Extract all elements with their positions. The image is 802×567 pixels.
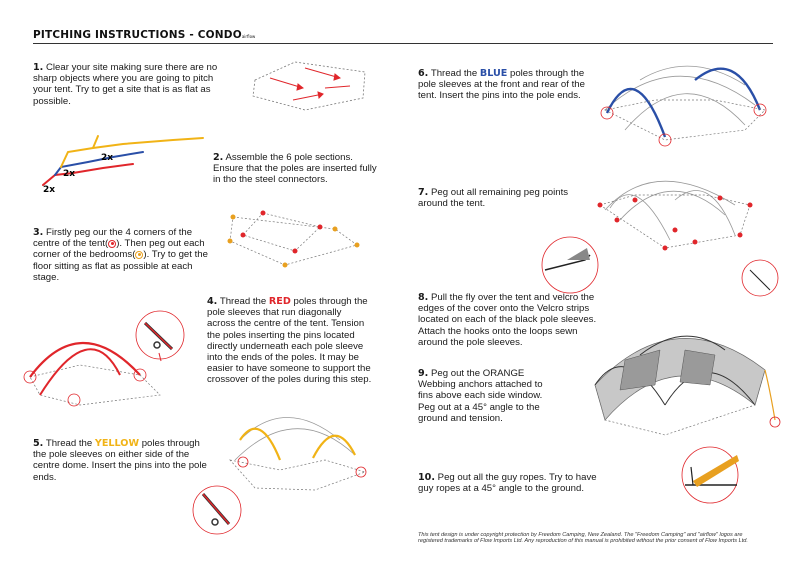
step-6-text-b: poles through the pole sleeves at the front and rear of the tent. Insert the pins into the pole ends. [418, 68, 585, 102]
step-4 [207, 296, 372, 386]
copyright-notice: This tent design is under copyright protection by Freedom Camping, New Zealand. The "Freedom Camping" and "airflow" logos are registered trademarks of Flow Imports Ltd. Any reproduction of this manual is prohibited without the prior consent of Flow Imports Ltd. [418, 532, 748, 545]
step-10-number: 10. [418, 472, 435, 483]
step-3-text-a: Firstly peg our the 4 corners of the centre of the tent( [33, 227, 193, 250]
red-peg-icon [108, 240, 116, 248]
step-3 [33, 227, 218, 283]
airflow-logo: airflow [241, 34, 256, 39]
step-4-color-red: RED [268, 296, 291, 307]
pole-sections-illustration [33, 130, 213, 200]
yellow-poles-illustration [195, 400, 395, 540]
header-rule [33, 43, 773, 44]
step-8-number: 8. [418, 292, 429, 303]
step-9-number: 9. [418, 368, 429, 379]
step-4-number: 4. [207, 296, 218, 307]
step-8-text: Pull the fly over the tent and velcro the edges of the cover onto the Velcro strips located on each of the black pole sleeves. Attach the hooks onto the loops sewn around the pole sleeves. [418, 292, 597, 348]
step-3-text-b: ). Then peg out each corner of the bedrooms( [33, 238, 205, 261]
step-9 [418, 368, 558, 424]
step-1-number: 1. [33, 62, 44, 73]
step-9-text: Peg out the ORANGE Webbing anchors attached to fins above each side window. Peg out at a 45° angle to the ground and tension. [418, 368, 543, 424]
pole-count-red: 2x [43, 185, 56, 195]
step-6 [418, 68, 598, 102]
step-10 [418, 472, 608, 494]
red-poles-illustration [20, 305, 205, 415]
step-4-text-a: Thread the [219, 296, 269, 307]
step-6-text-a: Thread the [430, 68, 480, 79]
step-2 [213, 152, 383, 186]
step-5 [33, 438, 213, 483]
peg-corners-illustration [225, 205, 370, 270]
step-6-number: 6. [418, 68, 429, 79]
peg-points-illustration [525, 160, 780, 300]
title-text: PITCHING INSTRUCTIONS - CONDO [33, 29, 242, 41]
step-5-text-a: Thread the [45, 438, 95, 449]
step-1-text: Clear your site making sure there are no sharp objects where you are going to pitch your tent. Try to get a site that is as flat as possible. [33, 62, 218, 107]
step-1 [33, 62, 233, 107]
blue-poles-illustration [595, 55, 775, 155]
step-3-number: 3. [33, 227, 44, 238]
pole-count-blue: 2x [63, 169, 76, 179]
pole-count-yellow: 2x [101, 153, 114, 163]
step-5-number: 5. [33, 438, 44, 449]
step-7-number: 7. [418, 187, 429, 198]
site-illustration [245, 58, 375, 118]
fly-illustration [565, 310, 780, 445]
step-4-text-b: poles through the pole sleeves that run diagonally across the centre of the tent. Tension the poles inserting the pins located directly underneath each pole sleeve into the ends of the poles. It may be easier to have someone to support the crossover of the poles during this step. [207, 296, 372, 386]
step-3-text-c: ). Try to get the floor sitting as flat as possible at each stage. [33, 249, 208, 283]
step-5-color-yellow: YELLOW [94, 438, 140, 449]
guy-rope-illustration [665, 445, 755, 505]
step-5-text-b: poles through the pole sleeves on either side of the centre dome. Insert the pins into the pole ends. [33, 438, 207, 483]
step-7-text: Peg out all remaining peg points around the tent. [418, 187, 569, 210]
page-title [33, 29, 255, 41]
step-10-text: Peg out all the guy ropes. Try to have guy ropes at a 45° angle to the ground. [418, 472, 597, 495]
step-2-text: Assemble the 6 pole sections. Ensure that the poles are inserted fully in tho the steel connectors. [213, 152, 377, 186]
step-6-color-blue: BLUE [479, 68, 508, 79]
step-2-number: 2. [213, 152, 224, 163]
